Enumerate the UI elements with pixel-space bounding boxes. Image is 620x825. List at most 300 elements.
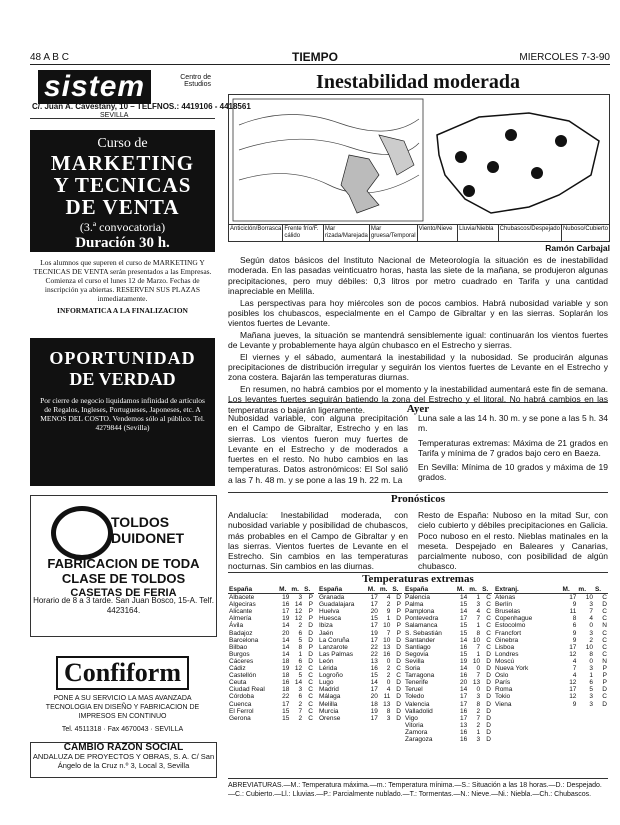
table-cell: 4 — [572, 657, 577, 665]
table-cell: 17 — [370, 686, 378, 694]
table-cell: C — [602, 594, 607, 602]
table-cell: 20 — [460, 679, 468, 687]
table-cell: 20 — [370, 693, 378, 701]
table-cell: 17 — [370, 601, 378, 609]
ayer-right-text: Luna sale a las 14 h. 30 m. y se pone a las 5 h. 34 m. — [418, 413, 608, 434]
table-cell: Ginebra — [495, 636, 519, 644]
table-cell: D — [486, 650, 491, 658]
table-cell: 15 — [370, 672, 378, 680]
article-paragraph: Según datos básicos del Instituto Nacional de Meteorología la situación es de inestabilidad moderada. En las pasadas veinticuatro horas, hasta las siete de la mañana, se produjeron algunas precipitaciones, pero muy débiles: 0,3 litros por metro cuadrado en Tarifa y una cantidad inapreciable en Melilla. — [228, 255, 608, 297]
table-cell: Roma — [495, 686, 513, 694]
table-row — [318, 630, 402, 637]
table-cell: 4 — [386, 594, 391, 602]
toldos-headline — [31, 556, 216, 601]
table-cell: 12 — [294, 608, 303, 616]
table-cell: 8 — [589, 650, 593, 658]
table-row — [228, 630, 314, 637]
table-cell: 14 — [460, 608, 468, 616]
table-cell: Jaén — [319, 629, 334, 637]
table-cell: Barcelona — [229, 636, 259, 644]
table-header-cell: m. — [379, 586, 392, 594]
table-row — [228, 686, 314, 693]
table-cell: D — [486, 707, 491, 715]
pronostico-espana: Resto de España: Nuboso en la mitad Sur, con cielo cubierto y débiles precipitaciones en Galicia. Poco nuboso en el resto. Nieblas matinales en la meseta. Despejado en Baleares y Canarias, parcialmente nuboso, con posibilidad de algún chubasco. — [418, 510, 608, 572]
table-row — [404, 736, 492, 743]
table-header-cell: España — [228, 586, 278, 594]
table-cell: D — [602, 601, 607, 609]
table-header-cell: m. — [290, 586, 303, 594]
table-cell: 17 — [460, 700, 468, 708]
table-cell: Almería — [229, 615, 252, 623]
confiform-text: PONE A SU SERVICIO LA MAS AVANZADA TECNOLOGIA EN DISEÑO Y FABRICACION DE IMPRESOS EN CONTINUO — [45, 695, 200, 720]
table-cell: 14 — [460, 636, 468, 644]
table-cell: 7 — [386, 629, 391, 637]
table-cell: Alicante — [229, 608, 253, 616]
table-cell: C — [308, 700, 313, 708]
table-cell: 3 — [298, 594, 303, 602]
table-cell: León — [319, 657, 334, 665]
table-cell: 6 — [298, 657, 303, 665]
table-cell: 16 — [282, 679, 290, 687]
table-cell: 3 — [589, 601, 593, 609]
table-cell: D — [308, 657, 313, 665]
table-cell: 15 — [460, 650, 468, 658]
table-cell: C — [486, 608, 491, 616]
table-cell: C — [486, 601, 491, 609]
table-cell: 16 — [460, 735, 468, 743]
table-row — [494, 658, 608, 665]
table-cell: 7 — [572, 665, 577, 673]
table-header-cell: M. — [456, 586, 468, 594]
table-cell: 8 — [298, 643, 303, 651]
table-cell: 12 — [294, 615, 303, 623]
table-cell: 14 — [460, 665, 468, 673]
table-cell: 10 — [383, 622, 391, 630]
table-row — [318, 665, 402, 672]
table-row — [404, 608, 492, 615]
table-cell: C — [396, 665, 401, 673]
table-row — [494, 630, 608, 637]
table-row — [404, 708, 492, 715]
table-cell: 15 — [282, 714, 290, 722]
sistem-address: C/. Juan A. Cavestany, 10 – TELFNOS.: 4419106 - 4418561 — [32, 102, 251, 111]
table-row — [228, 608, 314, 615]
table-cell: D — [602, 700, 607, 708]
sun-cloud-icon — [505, 129, 517, 141]
table-row — [318, 644, 402, 651]
table-cell: D — [486, 672, 491, 680]
table-row — [404, 615, 492, 622]
page-date: MIERCOLES 7-3-90 — [519, 52, 610, 63]
table-cell: 3 — [589, 665, 593, 673]
table-cell: Vigo — [405, 714, 418, 722]
table-cell: 6 — [572, 622, 577, 630]
table-cell: D — [486, 735, 491, 743]
table-cell: 5 — [298, 672, 303, 680]
table-row — [494, 651, 608, 658]
byline: Ramón Carbajal — [545, 243, 610, 253]
article-paragraph: En resumen, no habrá cambios por el momento y la inestabilidad aumentará este fin de semana. Los levantes fuertes seguirán batiendo la zona del Estrecho y el litoral. No habrá cambios en las temperaturas o bajarán ligeramente. — [228, 383, 608, 415]
ad-cambio-razon — [30, 742, 217, 778]
table-cell: 12 — [569, 679, 577, 687]
table-cell: Albacete — [229, 594, 255, 602]
table-cell: 16 — [383, 650, 391, 658]
table-row — [318, 701, 402, 708]
table-row — [228, 594, 314, 602]
table-row — [318, 594, 402, 602]
table-cell: D — [486, 700, 491, 708]
table-cell: 9 — [572, 601, 577, 609]
table-cell: S. Sebastián — [405, 629, 442, 637]
table-cell: 1 — [476, 594, 481, 602]
table-cell: 17 — [282, 608, 290, 616]
page-number: 48 A B C — [30, 52, 69, 63]
table-row — [404, 686, 492, 693]
table-cell: Málaga — [319, 693, 341, 701]
table-cell: Zaragoza — [405, 735, 433, 743]
table-cell: P — [396, 608, 401, 616]
table-row — [404, 665, 492, 672]
table-row — [494, 665, 608, 672]
table-cell: Burgos — [229, 650, 250, 658]
table-cell: D — [396, 707, 401, 715]
weather-article — [228, 255, 608, 416]
table-cell: D — [396, 650, 401, 658]
table-cell: 2 — [476, 707, 481, 715]
table-row — [318, 637, 402, 644]
table-cell: 3 — [476, 693, 481, 701]
table-row — [494, 644, 608, 651]
table-row — [494, 701, 608, 708]
table-cell: D — [308, 650, 313, 658]
table-cell: Palma — [405, 601, 424, 609]
toldos-line1: FABRICACION DE TODA — [47, 556, 200, 571]
table-cell: Sevilla — [405, 657, 425, 665]
rain-cloud-icon — [463, 185, 475, 197]
table-cell: C — [308, 672, 313, 680]
table-cell: N — [602, 622, 607, 630]
table-cell: Tokio — [495, 693, 511, 701]
table-row — [404, 729, 492, 736]
oportunidad-line1: OPORTUNIDAD — [49, 348, 196, 368]
table-cell: 19 — [282, 615, 290, 623]
table-cell: Huelva — [319, 608, 340, 616]
table-cell: 19 — [370, 629, 378, 637]
table-cell: 5 — [589, 686, 593, 694]
table-cell: 4 — [386, 686, 391, 694]
table-cell: 19 — [282, 665, 290, 673]
table-cell: 15 — [370, 615, 378, 623]
table-row — [228, 658, 314, 665]
table-cell: D — [396, 700, 401, 708]
sun-cloud-icon — [531, 167, 543, 179]
table-row — [228, 672, 314, 679]
table-cell: 2 — [298, 700, 303, 708]
table-cell: Salamanca — [405, 622, 438, 630]
table-cell: C — [602, 650, 607, 658]
table-row — [404, 693, 492, 700]
table-row — [318, 708, 402, 715]
table-cell: París — [495, 679, 511, 687]
table-cell: 11 — [383, 693, 391, 701]
table-row — [318, 686, 402, 693]
table-cell: 17 — [569, 643, 577, 651]
table-cell: Córdoba — [229, 693, 254, 701]
table-row — [318, 693, 402, 700]
toldos-logo-icon — [51, 506, 113, 560]
table-cell: Francfort — [495, 629, 522, 637]
curso-line6: Duración 30 h. — [75, 235, 170, 251]
table-cell: Lanzarote — [319, 643, 348, 651]
table-cell: N — [602, 657, 607, 665]
curso-line2: MARKETING — [50, 151, 195, 175]
table-cell: 4 — [589, 615, 593, 623]
table-cell: Lugo — [319, 679, 334, 687]
cambio-text: ANDALUZA DE PROYECTOS Y OBRAS, S. A. C/ San Ángelo de la Cruz n.º 3, Local 3, Sevilla — [32, 752, 215, 770]
table-cell: Estocolmo — [495, 622, 526, 630]
table-row — [228, 708, 314, 715]
table-cell: D — [308, 629, 313, 637]
table-cell: 8 — [572, 615, 577, 623]
table-cell: 18 — [282, 657, 290, 665]
toldos-info: Horario de 8 a 3 tarde. San Juan Bosco, 15-A. Telf. 4423164. — [33, 596, 214, 615]
table-cell: Algeciras — [229, 601, 256, 609]
table-header-cell: España — [318, 586, 367, 594]
table-cell: 2 — [476, 721, 481, 729]
table-cell: 17 — [370, 622, 378, 630]
legend-item: Mar gruesa/Temporal — [370, 226, 416, 239]
ayer-right-text: En Sevilla: Mínima de 10 grados y máxima de 19 grados. — [418, 462, 608, 483]
table-cell: Pontevedra — [405, 615, 439, 623]
table-cell: D — [486, 665, 491, 673]
table-cell: Soria — [405, 665, 421, 673]
table-cell: Berlín — [495, 601, 512, 609]
table-cell: D — [486, 728, 491, 736]
table-cell: C — [486, 636, 491, 644]
table-cell: 2 — [386, 672, 391, 680]
table-cell: D — [396, 693, 401, 701]
table-cell: C — [602, 615, 607, 623]
section-pronosticos: Pronósticos — [228, 492, 608, 505]
table-cell: Valencia — [405, 700, 430, 708]
table-cell: C — [308, 714, 313, 722]
table-cell: 0 — [386, 657, 391, 665]
oportunidad-text: Por cierre de negocio liquidamos infinidad de artículos de Regalos, Ingleses, Portugueses, Japoneses, etc. A MENOS DEL COSTO. Vendemos sólo al público. Tel. 4279844 (Sevilla) — [40, 396, 205, 432]
table-row — [404, 658, 492, 665]
table-cell: 17 — [370, 594, 378, 602]
table-row — [494, 693, 608, 700]
table-cell: 14 — [282, 636, 290, 644]
map-legend — [229, 224, 609, 241]
table-cell: 9 — [386, 608, 391, 616]
confiform-logo: Confiform — [56, 656, 189, 690]
table-row — [494, 622, 608, 629]
section-ayer: Ayer — [228, 402, 608, 415]
weather-map-svg — [229, 95, 609, 225]
table-row — [404, 630, 492, 637]
table-cell: Cáceres — [229, 657, 254, 665]
table-cell: 17 — [460, 615, 468, 623]
table-cell: C — [396, 672, 401, 680]
legend-item: Chubascos/Despejado — [499, 225, 562, 241]
table-cell: 16 — [460, 728, 468, 736]
table-row — [494, 615, 608, 622]
table-cell: 15 — [460, 629, 468, 637]
table-header-cell: S. — [391, 586, 402, 594]
table-row — [494, 686, 608, 693]
table-row — [228, 679, 314, 686]
table-cell: 10 — [383, 636, 391, 644]
table-row — [494, 608, 608, 615]
table-cell: 2 — [298, 714, 303, 722]
table-header-cell: M. — [278, 586, 290, 594]
table-cell: 20 — [282, 629, 290, 637]
table-cell: P — [308, 608, 313, 616]
table-cell: 7 — [589, 608, 593, 616]
sun-cloud-icon — [555, 135, 567, 147]
table-header-cell: S. — [594, 586, 608, 594]
table-cell: 16 — [460, 672, 468, 680]
sistem-logo: sistem — [38, 70, 151, 104]
table-cell: Moscú — [495, 657, 515, 665]
table-row — [404, 601, 492, 608]
table-row — [404, 672, 492, 679]
table-cell: 6 — [298, 629, 303, 637]
sun-cloud-icon — [455, 151, 467, 163]
table-cell: 22 — [282, 693, 290, 701]
table-cell: 6 — [589, 679, 593, 687]
sistem-subtitle: Centro de Estudios — [180, 74, 211, 88]
table-row — [404, 594, 492, 602]
table-cell: Vitoria — [405, 721, 424, 729]
table-cell: D — [602, 686, 607, 694]
table-cell: Ibiza — [319, 622, 333, 630]
table-row — [318, 672, 402, 679]
table-cell: 3 — [386, 714, 391, 722]
table-cell: 22 — [370, 643, 378, 651]
table-header-cell: M. — [562, 586, 578, 594]
section-temperaturas: Temperaturas extremas — [228, 572, 608, 585]
table-cell: C — [308, 679, 313, 687]
table-row — [404, 651, 492, 658]
table-cell: 22 — [370, 650, 378, 658]
table-cell: 14 — [294, 679, 303, 687]
table-header-cell: Extranj. — [494, 586, 562, 594]
toldos-line3: CASETAS DE FERIA — [70, 587, 177, 599]
table-row — [228, 693, 314, 700]
table-cell: Cuenca — [229, 700, 252, 708]
table-cell: D — [486, 679, 491, 687]
table-cell: 14 — [282, 643, 290, 651]
table-cell: P — [602, 672, 607, 680]
table-cell: Badajoz — [229, 629, 253, 637]
table-cell: D — [486, 657, 491, 665]
table-cell: 13 — [383, 643, 391, 651]
article-paragraph: Las perspectivas para hoy miércoles son de pocos cambios. Habrá nubosidad variable y son posibles los chubascos, especialmente en el Campo de Gibraltar y en las sierras. Soplarán los vientos fuertes de Levante. — [228, 297, 608, 329]
table-cell: 1 — [386, 615, 391, 623]
table-cell: Palencia — [405, 594, 430, 602]
table-cell: D — [396, 714, 401, 722]
table-cell: Londres — [495, 650, 519, 658]
curso-line1: Curso de — [97, 136, 148, 151]
table-row — [494, 637, 608, 644]
table-cell: D — [308, 636, 313, 644]
table-cell: 8 — [476, 700, 481, 708]
table-cell: Atenas — [495, 594, 516, 602]
table-cell: Lisboa — [495, 643, 515, 651]
table-cell: C — [308, 707, 313, 715]
table-cell: 7 — [476, 672, 481, 680]
table-cell: 13 — [383, 700, 391, 708]
table-cell: 14 — [294, 601, 303, 609]
table-cell: C — [486, 622, 491, 630]
table-cell: Granada — [319, 594, 345, 602]
table-cell: 14 — [282, 650, 290, 658]
table-cell: Ciudad Real — [229, 686, 265, 694]
table-row — [318, 715, 402, 722]
table-cell: 18 — [282, 672, 290, 680]
table-cell: 2 — [386, 665, 391, 673]
table-cell: 17 — [370, 636, 378, 644]
table-cell: Zamora — [405, 728, 428, 736]
table-cell: 7 — [476, 615, 481, 623]
section-title: TIEMPO — [292, 50, 339, 64]
table-cell: 4 — [476, 608, 481, 616]
oportunidad-line2: DE VERDAD — [69, 369, 176, 389]
table-cell: 17 — [370, 714, 378, 722]
table-cell: Santander — [405, 636, 435, 644]
table-cell: 19 — [282, 594, 290, 602]
table-cell: 1 — [476, 650, 481, 658]
table-cell: Teruel — [405, 686, 423, 694]
table-cell: C — [486, 615, 491, 623]
table-cell: 17 — [569, 686, 577, 694]
table-cell: 17 — [282, 700, 290, 708]
table-row — [228, 651, 314, 658]
europe-isobar-map — [233, 99, 423, 221]
table-cell: 1 — [476, 728, 481, 736]
table-row — [404, 715, 492, 722]
toldos-brand-line2: DUIDONET — [111, 530, 185, 546]
table-header-cell: S. — [481, 586, 492, 594]
table-cell: 17 — [460, 714, 468, 722]
table-cell: 16 — [370, 665, 378, 673]
ad-curso-info — [30, 258, 215, 326]
legend-item: Anticiclón/Borrasca — [229, 225, 283, 241]
table-cell: 10 — [472, 657, 481, 665]
table-row — [228, 601, 314, 608]
table-cell: Pamplona — [405, 608, 435, 616]
table-cell: P — [308, 643, 313, 651]
table-cell: Bilbao — [229, 643, 248, 651]
curso-line5: (3.ª convocatoria) — [79, 220, 166, 234]
table-cell: 6 — [298, 693, 303, 701]
table-cell: D — [308, 622, 313, 630]
table-cell: Ávila — [229, 622, 244, 630]
table-cell: El Ferrol — [229, 707, 254, 715]
curso-line4: DE VENTA — [65, 195, 180, 219]
table-cell: 3 — [476, 735, 481, 743]
table-cell: Gerona — [229, 714, 251, 722]
table-cell: 18 — [282, 686, 290, 694]
table-cell: 19 — [460, 657, 468, 665]
ad-oportunidad — [30, 338, 215, 486]
table-cell: 12 — [294, 665, 303, 673]
table-cell: 2 — [298, 622, 303, 630]
table-cell: 12 — [569, 693, 577, 701]
table-cell: Lérida — [319, 665, 338, 673]
pronostico-andalucia: Andalucía: Inestabilidad moderada, con nubosidad variable y posibilidad de chubascos, más probables en el Campo de Gibraltar y en las sierras. Vientos fuertes de Levante en el Estrecho. Sin cambios en las temperaturas nocturnas. Sin cambios en las diurnas. — [228, 510, 408, 572]
